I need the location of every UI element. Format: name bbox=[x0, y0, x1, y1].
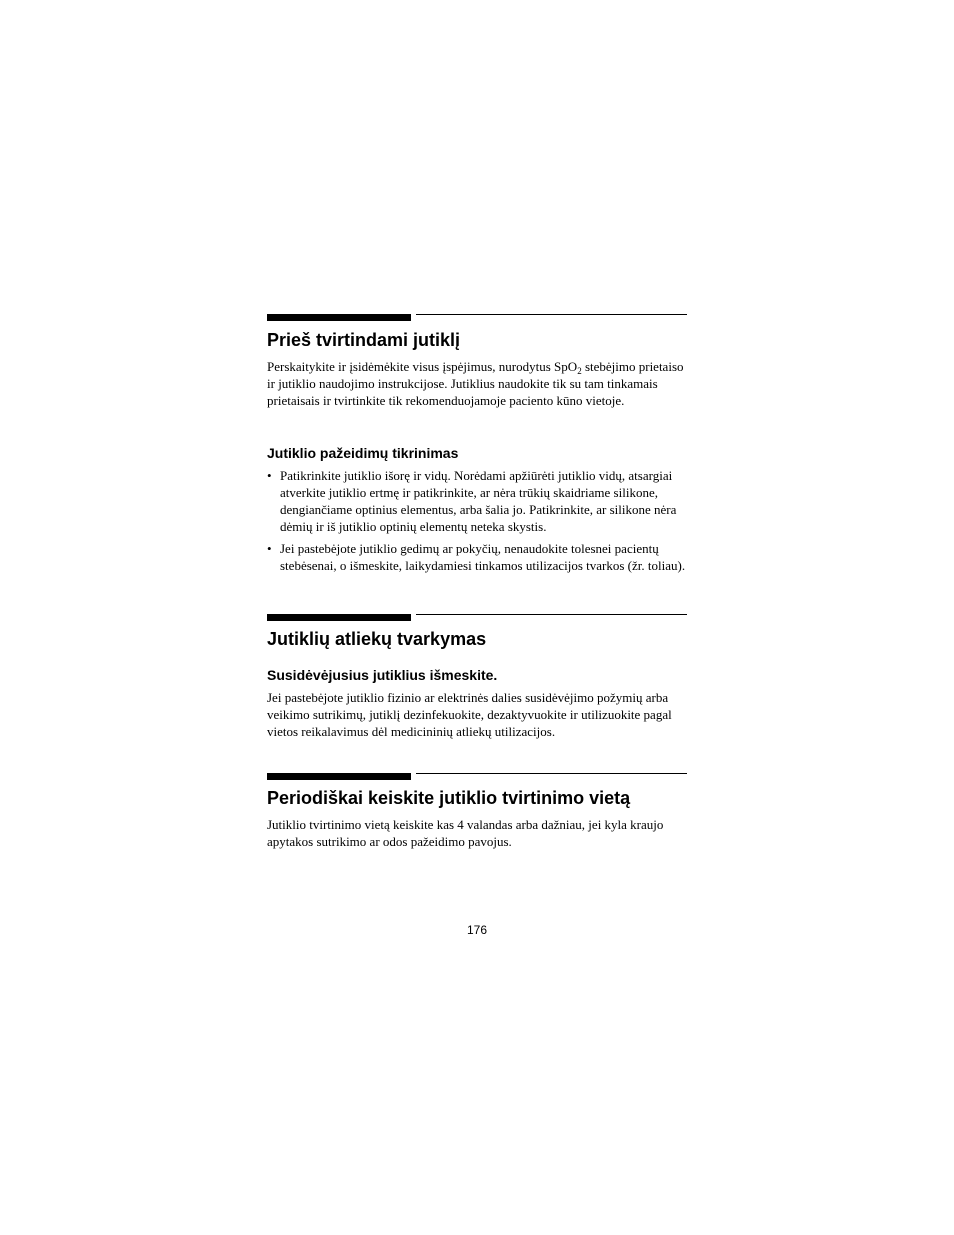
section-divider bbox=[267, 773, 687, 781]
divider-thin-line bbox=[416, 773, 687, 774]
waste-disposal-paragraph: Jei pastebėjote jutiklio fizinio ar elektrinės dalies susidėvėjimo požymių arba veikimo sutrikimų, jutiklį dezinfekuokite, dezaktyvuokite ir utilizuokite pagal vietos reikalavimus dėl medicininių atliekų utilizacijos. bbox=[267, 690, 672, 739]
divider-thick-bar bbox=[267, 314, 411, 321]
section-heading-waste-disposal: Jutiklių atliekų tvarkymas bbox=[267, 629, 487, 649]
divider-thin-line bbox=[416, 314, 687, 315]
change-site-paragraph: Jutiklio tvirtinimo vietą keiskite kas 4 valandas arba dažniau, jei kyla kraujo apytakos sutrikimo ar odos pažeidimo pavojus. bbox=[267, 817, 664, 849]
section-heading-before-attaching: Prieš tvirtindami jutiklį bbox=[267, 330, 461, 350]
subheading-damage-check: Jutiklio pažeidimų tikrinimas bbox=[267, 445, 459, 461]
section-intro-paragraph: Perskaitykite ir įsidėmėkite visus įspėjimus, nurodytus SpO$_2$ stebėjimo prietaiso ir jutiklio naudojimo instrukcijose. Jutiklius naudokite tik su tam tinkamais prietaisais ir tvirtinkite tik rekomenduojamoje paciento kūno vietoje. bbox=[267, 359, 684, 408]
page-number: 176 bbox=[466, 923, 488, 937]
section-divider bbox=[267, 614, 687, 622]
section-divider bbox=[267, 314, 687, 322]
section-heading-change-site: Periodiškai keiskite jutiklio tvirtinimo vietą bbox=[267, 788, 631, 808]
divider-thick-bar bbox=[267, 773, 411, 780]
list-item: • Patikrinkite jutiklio išorę ir vidų. Norėdami apžiūrėti jutiklio vidų, atsargiai atverkite jutiklio ertmę ir patikrinkite, ar nėra trūkių skaidriame silikone, dengiančiame optinius elementus, arba šalia jo. Patikrinkite, ar silikone nėra dėmių ir iš jutiklio optinių elementų neteka skystis. bbox=[267, 468, 677, 534]
subheading-dispose-worn: Susidėvėjusius jutiklius išmeskite. bbox=[267, 667, 498, 683]
bullet-icon: • bbox=[267, 541, 272, 556]
divider-thin-line bbox=[416, 614, 687, 615]
list-item: • Jei pastebėjote jutiklio gedimų ar pokyčių, nenaudokite tolesnei pacientų stebėsenai, o išmeskite, laikydamiesi tinkamos utilizacijos tvarkos (žr. toliau). bbox=[267, 541, 686, 573]
divider-thick-bar bbox=[267, 614, 411, 621]
damage-check-list bbox=[267, 467, 692, 579]
bullet-icon: • bbox=[267, 468, 272, 483]
